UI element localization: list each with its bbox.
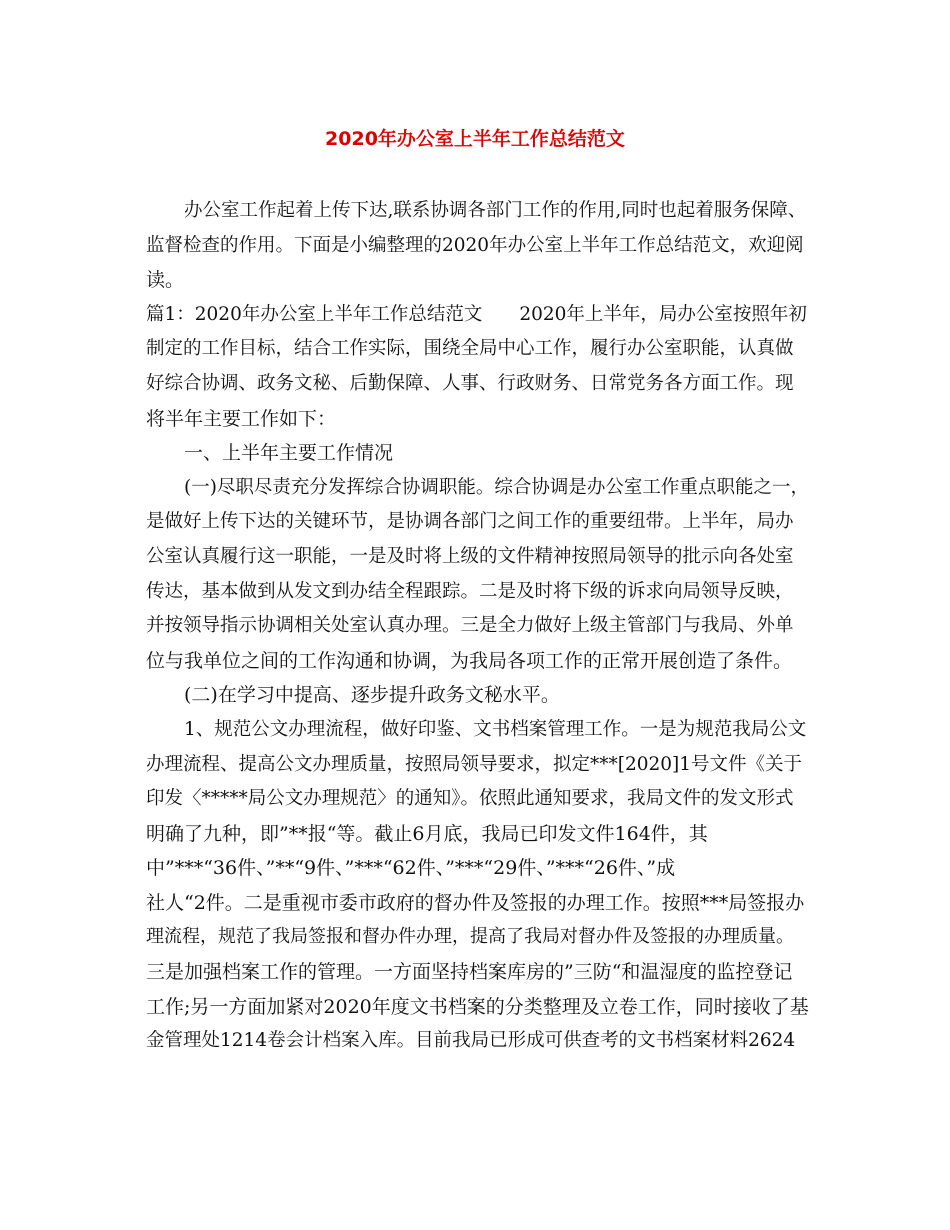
text-line: 三是加强档案工作的管理。一方面坚持档案库房的”三防“和温湿度的监控登记 <box>146 961 793 984</box>
text-line: 中”***“36件、”**“9件、”***“62件、”***“29件、”***“26件、”成 <box>146 857 676 880</box>
text-line: 工作;另一方面加紧对2020年度文书档案的分类整理及立卷工作，同时接收了基 <box>146 995 809 1018</box>
text-line: 制定的工作目标，结合工作实际，围绕全局中心工作，履行办公室职能，认真做 <box>146 338 794 360</box>
text-line: 位与我单位之间的工作沟通和协调，为我局各项工作的正常开展创造了条件。 <box>146 649 793 672</box>
text-line: (二)在学习中提高、逐步提升政务文秘水平。 <box>184 684 560 707</box>
text-line: 好综合协调、政务文秘、后勤保障、人事、行政财务、日常党务各方面工作。现 <box>146 372 794 394</box>
document-body <box>146 194 810 1059</box>
text-line: 监督检查的作用。下面是小编整理的2020年办公室上半年工作总结范文，欢迎阅 <box>146 234 804 256</box>
text-line: 办公室工作起着上传下达,联系协调各部门工作的作用,同时也起着服务保障、 <box>184 200 807 221</box>
text-line: 1、规范公文办理流程，做好印鉴、文书档案管理工作。一是为规范我局公文 <box>184 718 807 740</box>
text-line: 并按领导指示协调相关处室认真办理。三是全力做好上级主管部门与我局、外单 <box>146 615 794 637</box>
text-line: 理流程，规范了我局签报和督办件办理，提高了我局对督办件及签报的办理质量。 <box>146 926 794 948</box>
text-line: 篇1：2020年办公室上半年工作总结范文 2020年上半年，局办公室按照年初 <box>146 303 807 325</box>
text-line: 是做好上传下达的关键环节，是协调各部门之间工作的重要纽带。上半年，局办 <box>146 511 794 533</box>
text-line: 社人“2件。二是重视市委市政府的督办件及签报的办理工作。按照***局签报办 <box>146 891 805 914</box>
text-line: 传达，基本做到从发文到办结全程跟踪。二是及时将下级的诉求向局领导反映， <box>146 580 794 602</box>
text-line: 公室认真履行这一职能，一是及时将上级的文件精神按照局领导的批示向各处室 <box>146 545 794 567</box>
text-line: 印发〈*****局公文办理规范〉的通知》。依照此通知要求，我局文件的发文形式 <box>146 788 794 810</box>
text-line: 明确了九种，即”**报“等。截止6月底，我局已印发文件164件，其 <box>146 822 708 845</box>
text-line: (一)尽职尽责充分发挥综合协调职能。综合协调是办公室工作重点职能之一， <box>184 476 809 498</box>
text-line: 将半年主要工作如下： <box>146 407 337 430</box>
document-title: 2020年办公室上半年工作总结范文 <box>325 128 625 150</box>
text-line: 一、上半年主要工作情况 <box>184 442 394 465</box>
text-line: 金管理处1214卷会计档案入库。目前我局已形成可供查考的文书档案材料2624 <box>146 1030 796 1052</box>
text-line: 办理流程、提高公文办理质量，按照局领导要求，拟定***[2020]1号文件《关于 <box>146 753 803 775</box>
text-line: 读。 <box>146 269 185 292</box>
